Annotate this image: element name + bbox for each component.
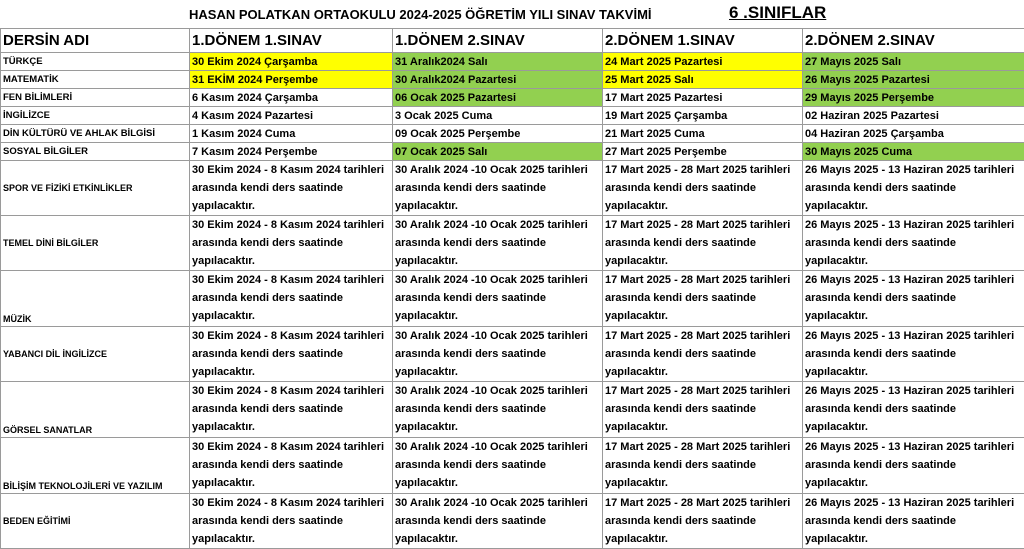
exam-date-cell: 07 Ocak 2025 Salı bbox=[393, 143, 603, 161]
exam-date-cell: 19 Mart 2025 Çarşamba bbox=[603, 107, 803, 125]
table-row bbox=[1, 107, 1024, 125]
exam-period-cell: 17 Mart 2025 - 28 Mart 2025 tarihleri arasında kendi ders saatinde yapılacaktır. bbox=[603, 382, 803, 438]
subject-name: TEMEL DİNİ BİLGİLER bbox=[1, 216, 190, 271]
exam-period-cell: 30 Ekim 2024 - 8 Kasım 2024 tarihleri arasında kendi ders saatinde yapılacaktır. bbox=[190, 161, 393, 216]
exam-period-cell: 17 Mart 2025 - 28 Mart 2025 tarihleri arasında kendi ders saatinde yapılacaktır. bbox=[603, 327, 803, 382]
exam-period-cell: 17 Mart 2025 - 28 Mart 2025 tarihleri arasında kendi ders saatinde yapılacaktır. bbox=[603, 494, 803, 549]
exam-date-cell: 02 Haziran 2025 Pazartesi bbox=[803, 107, 1024, 125]
table-row bbox=[1, 271, 1024, 327]
title-row bbox=[0, 0, 1024, 28]
exam-period-cell: 17 Mart 2025 - 28 Mart 2025 tarihleri arasında kendi ders saatinde yapılacaktır. bbox=[603, 161, 803, 216]
exam-date-cell: 09 Ocak 2025 Perşembe bbox=[393, 125, 603, 143]
exam-date-cell: 1 Kasım 2024 Cuma bbox=[190, 125, 393, 143]
table-row bbox=[1, 125, 1024, 143]
exam-period-cell: 30 Ekim 2024 - 8 Kasım 2024 tarihleri arasında kendi ders saatinde yapılacaktır. bbox=[190, 216, 393, 271]
table-row bbox=[1, 216, 1024, 271]
exam-date-cell: 30 Aralık2024 Pazartesi bbox=[393, 71, 603, 89]
exam-period-cell: 26 Mayıs 2025 - 13 Haziran 2025 tarihleri arasında kendi ders saatinde yapılacaktır. bbox=[803, 161, 1024, 216]
exam-date-cell: 30 Mayıs 2025 Cuma bbox=[803, 143, 1024, 161]
class-label: 6 .SINIFLAR bbox=[729, 3, 826, 23]
exam-period-cell: 26 Mayıs 2025 - 13 Haziran 2025 tarihleri arasında kendi ders saatinde yapılacaktır. bbox=[803, 494, 1024, 549]
subject-name: MATEMATİK bbox=[1, 71, 190, 89]
subject-name: SPOR VE FİZİKİ ETKİNLİKLER bbox=[1, 161, 190, 216]
exam-period-cell: 30 Aralık 2024 -10 Ocak 2025 tarihleri arasında kendi ders saatinde yapılacaktır. bbox=[393, 382, 603, 438]
table-row bbox=[1, 382, 1024, 438]
exam-period-cell: 30 Aralık 2024 -10 Ocak 2025 tarihleri arasında kendi ders saatinde yapılacaktır. bbox=[393, 494, 603, 549]
exam-date-cell: 4 Kasım 2024 Pazartesi bbox=[190, 107, 393, 125]
exam-date-cell: 31 Aralık2024 Salı bbox=[393, 53, 603, 71]
exam-date-cell: 31 EKİM 2024 Perşembe bbox=[190, 71, 393, 89]
exam-period-cell: 17 Mart 2025 - 28 Mart 2025 tarihleri arasında kendi ders saatinde yapılacaktır. bbox=[603, 216, 803, 271]
subject-name: BİLİŞİM TEKNOLOJİLERİ VE YAZILIM bbox=[1, 438, 190, 494]
exam-schedule-table bbox=[0, 28, 1024, 549]
exam-period-cell: 30 Aralık 2024 -10 Ocak 2025 tarihleri arasında kendi ders saatinde yapılacaktır. bbox=[393, 438, 603, 494]
exam-date-cell: 27 Mart 2025 Perşembe bbox=[603, 143, 803, 161]
table-row bbox=[1, 438, 1024, 494]
exam-date-cell: 04 Haziran 2025 Çarşamba bbox=[803, 125, 1024, 143]
table-body bbox=[1, 29, 1024, 549]
exam-date-cell: 17 Mart 2025 Pazartesi bbox=[603, 89, 803, 107]
exam-period-cell: 26 Mayıs 2025 - 13 Haziran 2025 tarihleri arasında kendi ders saatinde yapılacaktır. bbox=[803, 438, 1024, 494]
exam-period-cell: 30 Aralık 2024 -10 Ocak 2025 tarihleri arasında kendi ders saatinde yapılacaktır. bbox=[393, 271, 603, 327]
exam-period-cell: 30 Ekim 2024 - 8 Kasım 2024 tarihleri arasında kendi ders saatinde yapılacaktır. bbox=[190, 271, 393, 327]
table-row bbox=[1, 89, 1024, 107]
header-term1-exam2: 1.DÖNEM 2.SINAV bbox=[393, 29, 603, 53]
exam-date-cell: 25 Mart 2025 Salı bbox=[603, 71, 803, 89]
table-row bbox=[1, 53, 1024, 71]
exam-period-cell: 30 Ekim 2024 - 8 Kasım 2024 tarihleri arasında kendi ders saatinde yapılacaktır. bbox=[190, 327, 393, 382]
header-row bbox=[1, 29, 1024, 53]
header-term2-exam1: 2.DÖNEM 1.SINAV bbox=[603, 29, 803, 53]
exam-period-cell: 30 Aralık 2024 -10 Ocak 2025 tarihleri arasında kendi ders saatinde yapılacaktır. bbox=[393, 161, 603, 216]
exam-period-cell: 17 Mart 2025 - 28 Mart 2025 tarihleri arasında kendi ders saatinde yapılacaktır. bbox=[603, 438, 803, 494]
exam-period-cell: 17 Mart 2025 - 28 Mart 2025 tarihleri arasında kendi ders saatinde yapılacaktır. bbox=[603, 271, 803, 327]
table-row bbox=[1, 327, 1024, 382]
subject-name: İNGİLİZCE bbox=[1, 107, 190, 125]
subject-name: TÜRKÇE bbox=[1, 53, 190, 71]
header-term2-exam2: 2.DÖNEM 2.SINAV bbox=[803, 29, 1024, 53]
subject-name: FEN BİLİMLERİ bbox=[1, 89, 190, 107]
subject-name: MÜZİK bbox=[1, 271, 190, 327]
exam-date-cell: 29 Mayıs 2025 Perşembe bbox=[803, 89, 1024, 107]
exam-period-cell: 26 Mayıs 2025 - 13 Haziran 2025 tarihleri arasında kendi ders saatinde yapılacaktır. bbox=[803, 382, 1024, 438]
exam-date-cell: 21 Mart 2025 Cuma bbox=[603, 125, 803, 143]
exam-date-cell: 7 Kasım 2024 Perşembe bbox=[190, 143, 393, 161]
subject-name: GÖRSEL SANATLAR bbox=[1, 382, 190, 438]
exam-date-cell: 3 Ocak 2025 Cuma bbox=[393, 107, 603, 125]
header-subject: DERSİN ADI bbox=[1, 29, 190, 53]
exam-period-cell: 26 Mayıs 2025 - 13 Haziran 2025 tarihleri arasında kendi ders saatinde yapılacaktır. bbox=[803, 327, 1024, 382]
exam-date-cell: 6 Kasım 2024 Çarşamba bbox=[190, 89, 393, 107]
exam-period-cell: 30 Ekim 2024 - 8 Kasım 2024 tarihleri arasında kendi ders saatinde yapılacaktır. bbox=[190, 438, 393, 494]
subject-name: SOSYAL BİLGİLER bbox=[1, 143, 190, 161]
exam-date-cell: 06 Ocak 2025 Pazartesi bbox=[393, 89, 603, 107]
exam-period-cell: 30 Aralık 2024 -10 Ocak 2025 tarihleri arasında kendi ders saatinde yapılacaktır. bbox=[393, 327, 603, 382]
subject-name: YABANCI DİL İNGİLİZCE bbox=[1, 327, 190, 382]
table-row bbox=[1, 161, 1024, 216]
subject-name: DİN KÜLTÜRÜ VE AHLAK BİLGİSİ bbox=[1, 125, 190, 143]
exam-date-cell: 27 Mayıs 2025 Salı bbox=[803, 53, 1024, 71]
exam-period-cell: 26 Mayıs 2025 - 13 Haziran 2025 tarihleri arasında kendi ders saatinde yapılacaktır. bbox=[803, 271, 1024, 327]
subject-name: BEDEN EĞİTİMİ bbox=[1, 494, 190, 549]
exam-period-cell: 30 Aralık 2024 -10 Ocak 2025 tarihleri arasında kendi ders saatinde yapılacaktır. bbox=[393, 216, 603, 271]
exam-period-cell: 30 Ekim 2024 - 8 Kasım 2024 tarihleri arasında kendi ders saatinde yapılacaktır. bbox=[190, 382, 393, 438]
table-row bbox=[1, 71, 1024, 89]
table-row bbox=[1, 494, 1024, 549]
exam-period-cell: 26 Mayıs 2025 - 13 Haziran 2025 tarihleri arasında kendi ders saatinde yapılacaktır. bbox=[803, 216, 1024, 271]
exam-date-cell: 26 Mayıs 2025 Pazartesi bbox=[803, 71, 1024, 89]
exam-date-cell: 30 Ekim 2024 Çarşamba bbox=[190, 53, 393, 71]
page-title: HASAN POLATKAN ORTAOKULU 2024-2025 ÖĞRETİM YILI SINAV TAKVİMİ bbox=[189, 7, 652, 22]
exam-period-cell: 30 Ekim 2024 - 8 Kasım 2024 tarihleri arasında kendi ders saatinde yapılacaktır. bbox=[190, 494, 393, 549]
exam-date-cell: 24 Mart 2025 Pazartesi bbox=[603, 53, 803, 71]
table-row bbox=[1, 143, 1024, 161]
header-term1-exam1: 1.DÖNEM 1.SINAV bbox=[190, 29, 393, 53]
